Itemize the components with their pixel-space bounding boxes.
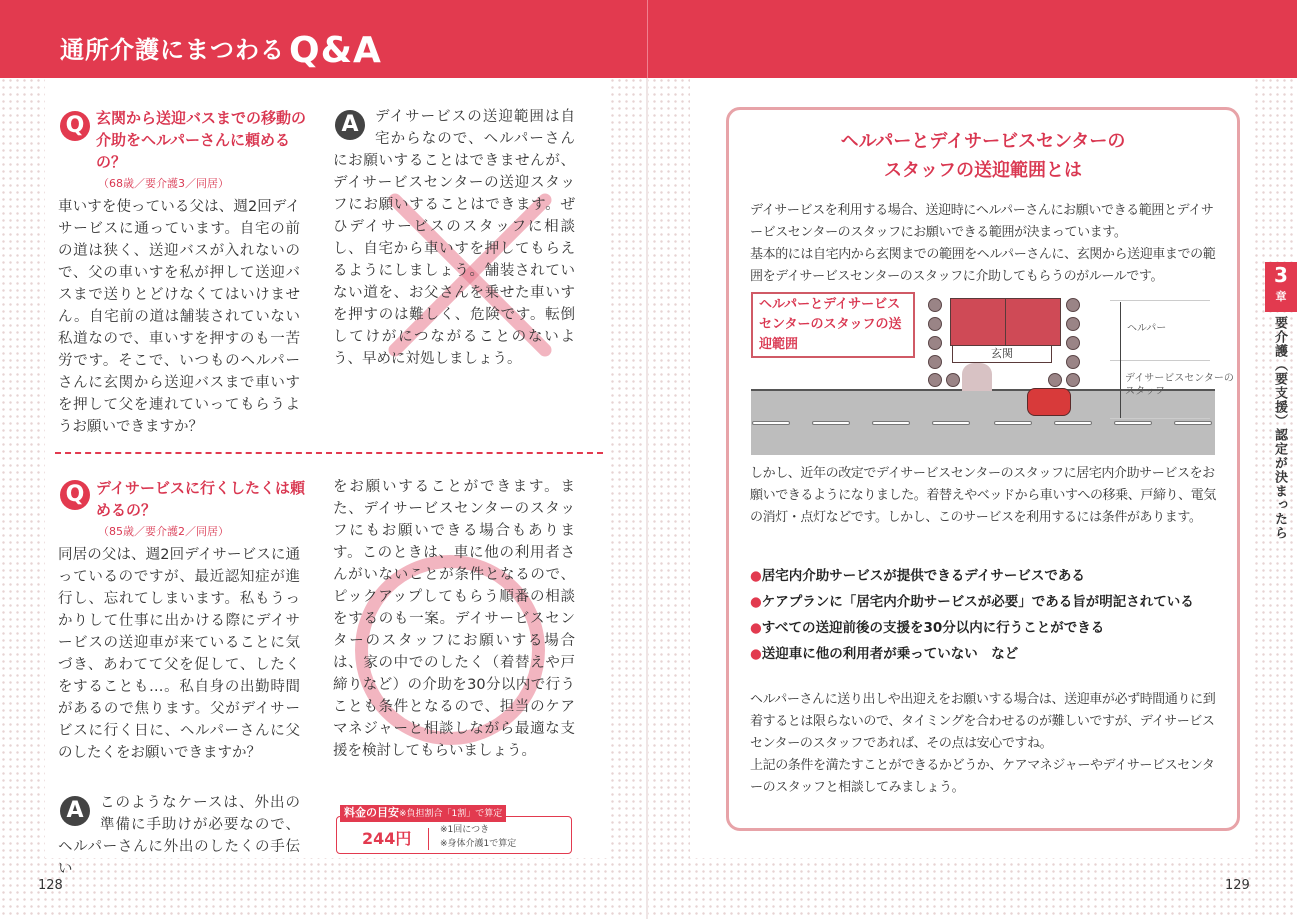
helper-range-label: ヘルパー [1127,323,1167,334]
range-arrow [1120,302,1121,418]
staff-range-label: デイサービスセンターのスタッフ [1125,373,1234,397]
card-title-line1: ヘルパーとデイサービスセンターの [840,131,1126,152]
fee-note: ※1回につき [440,825,490,835]
illustration-label: ヘルパーとデイサービスセンターのスタッフの送迎範囲 [751,292,915,358]
card-title-line2: スタッフの送迎範囲とは [884,160,1082,181]
fee-price: 244円 [362,829,412,848]
answer-icon: A [60,796,90,826]
card-intro: デイサービスを利用する場合、送迎時にヘルパーさんにお願いできる範囲とデイサービスセンターのスタッフにお願いできる範囲が決まっています。 [750,203,1214,240]
condition-item: ●ケアプランに「居宅内介助サービスが必要」である旨が明記されている [750,594,1194,610]
fee-note: ※身体介護1で算定 [440,839,517,849]
title-emphasis: Q&A [289,30,382,71]
condition-item: ●すべての送迎前後の支援を30分以内に行うことができる [750,620,1105,636]
house-path [962,363,992,391]
answer-icon: A [335,110,365,140]
card-intro-block [750,200,1220,288]
condition-item: ●送迎車に他の利用者が乗っていない など [750,646,1019,662]
card-paragraph-4: 上記の条件を満たすことができるかどうか、ケアマネジャーやデイサービスセンターのスタッフと相談してみましょう。 [750,758,1215,795]
question-meta: （68歳／要介護3／同居） [98,177,229,190]
condition-item: ●居宅内介助サービスが提供できるデイサービスである [750,568,1085,584]
question-heading: 玄関から送迎バスまでの移動の介助をヘルパーさんに頼めるの？ [96,109,307,171]
answer-body-continued: をお願いすることができます。また、デイサービスセンターのスタッフにもお願いできる場合もあります。このときは、車に他の利用者さんがいないことが条件となるので、ピックアップしてもらう順番の相談をするのも一案。デイサービスセンターのスタッフにお願いする場合は、家の中でのしたく（着替えや戸締りなど）の介助を30分以内で行うことも条件となるので、担当のケアマネジャーと相談しながら最適な支援を検討してもらいましょう。 [333,479,575,759]
card-intro-2: 基本的には自宅内から玄関までの範囲をヘルパーさんに、玄関から送迎車までの範囲をデイサービスセンターのスタッフに介助してもらうのがルールです。 [750,247,1216,284]
fee-label: 料金の目安※負担割合「1割」で算定 [340,805,506,822]
card-paragraph-3: ヘルパーさんに送り出しや出迎えをお願いする場合は、送迎車が必ず時間通りに到着するとは限らないので、タイミングを合わせるのが難しいですが、デイサービスセンターのスタッフであれば、その点は安心ですね。 [750,692,1216,751]
house-roof-icon [950,298,1006,346]
entrance-label: 玄関 [952,345,1052,363]
card-closing-block [750,689,1220,799]
car-icon [1027,388,1071,416]
question-icon: Q [60,480,90,510]
question-body: 同居の父は、週2回デイサービスに通っているのですが、最近認知症が進行し、忘れてしまいます。私もうっかりして仕事に出かける際にデイサービスの送迎車が来ていることに気づき、あわてて父を促して、したくをすることも…。私自身の出勤時間があるので焦ります。父がデイサービスに行く日に、ヘルパーさんに父のしたくをお願いできますか？ [58,547,300,761]
answer-block [333,106,575,370]
chapter-tab[interactable]: 3 章 [1265,262,1297,312]
fee-separator [428,828,429,850]
answer-block [58,792,300,880]
page-gutter [646,78,648,919]
chapter-title: 要介護（要支援）認定が決まったら [1272,316,1287,540]
page-number-right: 129 [1225,878,1250,893]
page-number-left: 128 [38,878,63,893]
question-body: 車いすを使っている父は、週2回デイサービスに通っています。自宅の前の道は狭く、送迎バスが入れないので、父の車いすを私が押して送迎バスまで送りとどけなくてはいけません。自宅前の道は舗装されていない私道なので、車いすを押すのも一苦労です。そこで、いつものヘルパーさんに玄関から送迎バスまで車いすを押して父を連れていってもらうようお願いできますか？ [58,199,300,435]
section-divider [55,452,603,454]
question-icon: Q [60,111,90,141]
card-paragraph-2: しかし、近年の改定でデイサービスセンターのスタッフに居宅内介助サービスをお願いできるようになりました。着替えやベッドから車いすへの移乗、戸締り、電気の消灯・点灯などです。しかし、このサービスを利用するには条件があります。 [750,466,1216,525]
page-title: 通所介護にまつわる Q&A [60,30,382,71]
answer-body-start: このようなケースは、外出の準備に手助けが必要なので、ヘルパーさんに外出のしたくの手伝い [58,795,300,877]
answer-body: デイサービスの送迎範囲は自宅からなので、ヘルパーさんにお願いすることはできませんが、デイサービスセンターの送迎スタッフにお願いすることはできます。ぜひデイサービスのスタッフに相談し、自宅から車いすを押してもらえるようにしましょう。舗装されていない道を、お父さんを乗せた車いすを押すのは難しく、危険です。転倒してけがにつながることのないよう、早めに対処しましょう。 [333,109,575,367]
question-heading: デイサービスに行くしたくは頼めるの？ [96,479,305,519]
question-meta: （85歳／要介護2／同居） [98,525,229,538]
